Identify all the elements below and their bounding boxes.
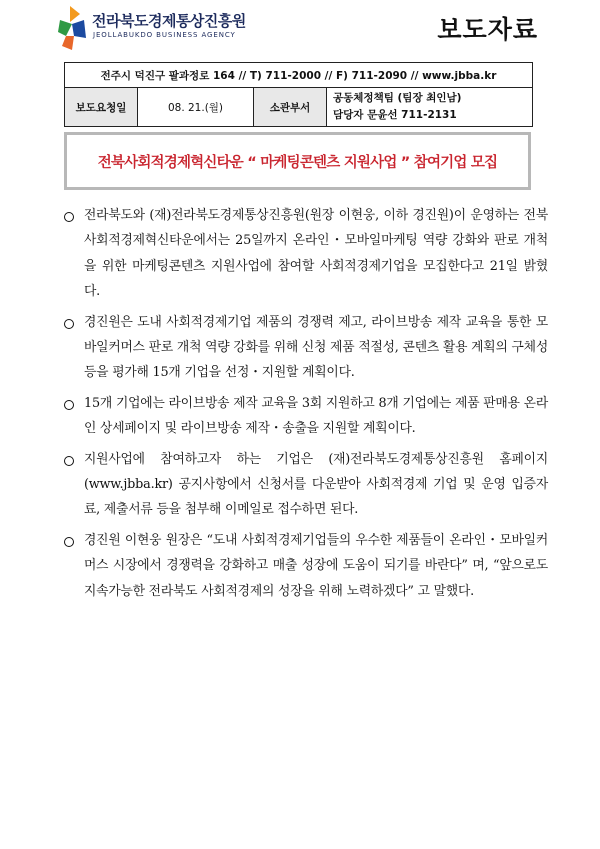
org-name: 전라북도경제통상진흥원 (92, 12, 246, 30)
paragraph: 경진원은 도내 사회적경제기업 제품의 경쟁력 제고, 라이브방송 제작 교육을 통한 모바일커머스 판로 개척 역량 강화를 위해 신청 제품 적절성, 콘텐츠 활용 계획의 구체성 등을 평가해 15개 기업을 선정・지원할 계획이다. (64, 310, 548, 386)
department-team: 공동체정책팀 (팀장 최인남) (333, 92, 462, 104)
paragraph: 경진원 이현웅 원장은 “도내 사회적경제기업들의 우수한 제품들이 온라인・모바일커머스 시장에서 경쟁력을 강화하고 매출 성장에 도움이 되기를 바란다” 며, “앞으로도 지속가능한 전라북도 사회적경제의 성장을 위해 노력하겠다” 고 말했다. (64, 528, 548, 604)
department-label: 소관부서 (254, 88, 327, 127)
headline: 전북사회적경제혁신타운 “ 마케팅콘텐츠 지원사업 ” 참여기업 모집 (97, 154, 498, 171)
info-table (64, 62, 533, 127)
paragraph: 전라북도와 (재)전라북도경제통상진흥원(원장 이현웅, 이하 경진원)이 운영하는 전북사회적경제혁신타운에서는 25일까지 온라인・모바일마케팅 역량 강화와 판로 개척을 위한 마케팅콘텐츠 지원사업에 참여할 사회적경제기업을 모집한다고 21일 밝혔다. (64, 203, 548, 305)
circle-bullet-icon (64, 456, 74, 466)
header (0, 0, 600, 62)
release-date-value: 08. 21.(월) (138, 88, 254, 127)
org-name-english: JEOLLABUKDO BUSINESS AGENCY (93, 31, 236, 39)
paragraph: 15개 기업에는 라이브방송 제작 교육을 3회 지원하고 8개 기업에는 제품 판매용 온라인 상세페이지 및 라이브방송 제작・송출을 지원할 계획이다. (64, 391, 548, 442)
agency-logo-icon (58, 6, 88, 52)
department-contact: 담당자 문윤선 711-2131 (333, 109, 457, 121)
headline-box (64, 132, 531, 190)
department-info (327, 88, 533, 127)
circle-bullet-icon (64, 537, 74, 547)
article-body (64, 203, 548, 609)
document-type-title: 보도자료 (437, 15, 538, 44)
circle-bullet-icon (64, 212, 74, 222)
circle-bullet-icon (64, 400, 74, 410)
contact-line: 전주시 덕진구 팔과정로 164 // T) 711-2000 // F) 711-2090 // www.jbba.kr (65, 63, 533, 88)
paragraph: 지원사업에 참여하고자 하는 기업은 (재)전라북도경제통상진흥원 홈페이지(www.jbba.kr) 공지사항에서 신청서를 다운받아 사회적경제 기업 및 운영 입증자료, 제출서류 등을 첨부해 이메일로 접수하면 된다. (64, 447, 548, 523)
circle-bullet-icon (64, 319, 74, 329)
release-date-label: 보도요청일 (65, 88, 138, 127)
agency-logo (58, 6, 258, 52)
